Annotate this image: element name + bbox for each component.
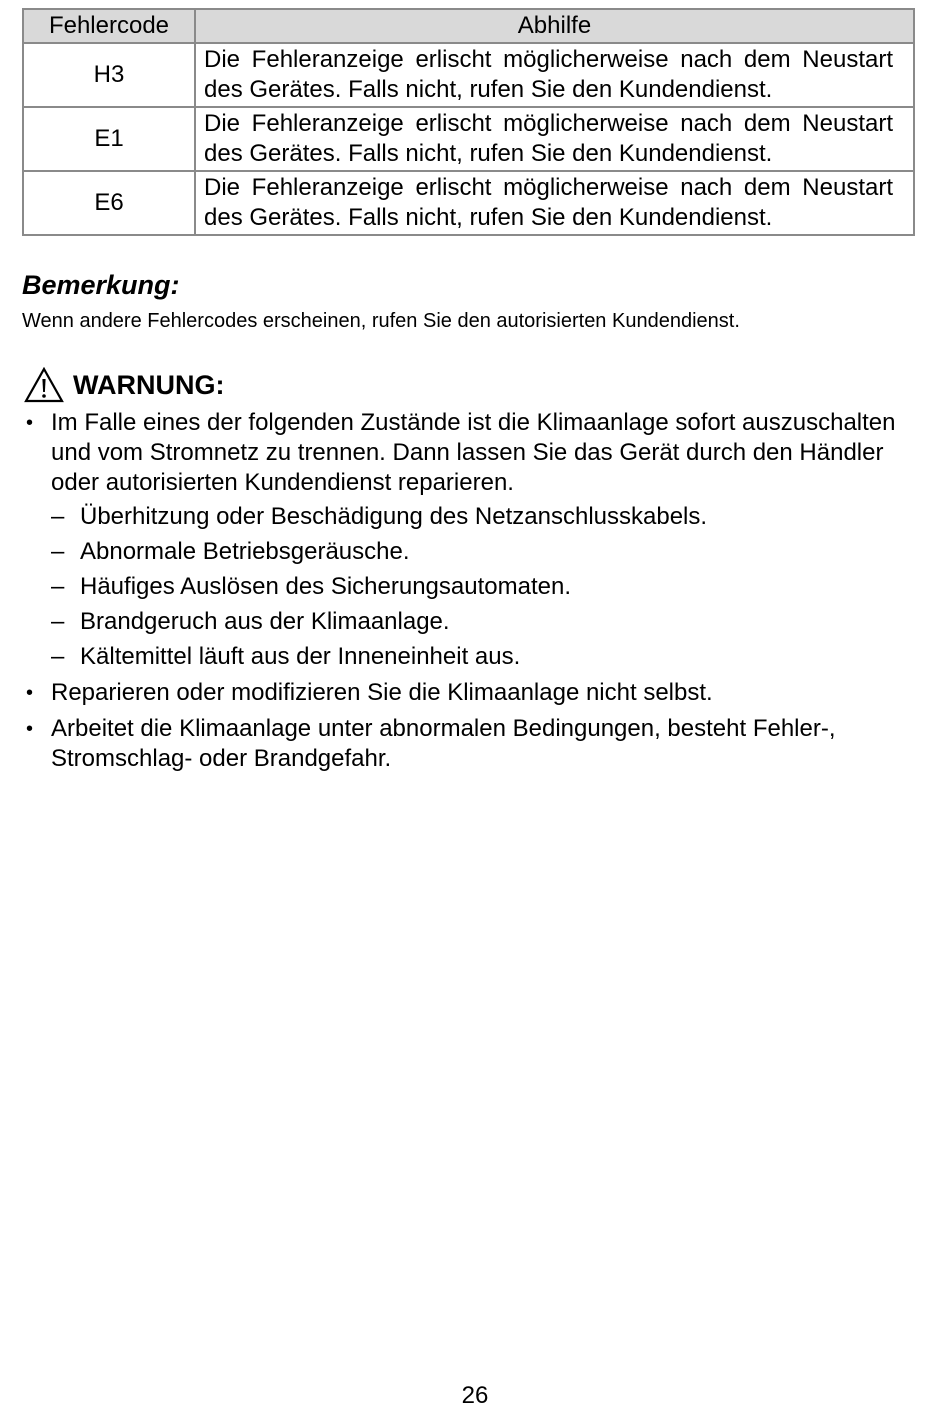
page-number: 26: [461, 1382, 489, 1409]
condition-list: [51, 502, 902, 672]
error-code-cell: E6: [23, 171, 195, 235]
condition-item: – Überhitzung oder Beschädigung des Netzanschlusskabels.: [51, 502, 902, 532]
table-row: [23, 107, 914, 171]
error-code-table: [22, 8, 915, 236]
warning-list: [22, 408, 902, 780]
table-header-row: [23, 9, 914, 43]
condition-item: – Abnormale Betriebsgeräusche.: [51, 537, 902, 567]
remedy-cell: Die Fehleranzeige erlischt möglicherweise nach dem Neustart des Gerätes. Falls nicht, rufen Sie den Kundendienst.: [195, 171, 914, 235]
remedy-cell: Die Fehleranzeige erlischt möglicherweise nach dem Neustart des Gerätes. Falls nicht, rufen Sie den Kundendienst.: [195, 43, 914, 107]
warning-list-item: [22, 714, 902, 774]
warning-item-text: Im Falle eines der folgenden Zustände ist die Klimaanlage sofort auszuschalten und vom Stromnetz zu trennen. Dann lassen Sie das Gerät durch den Händler oder autorisierten Kundendienst reparieren.: [51, 409, 896, 496]
warning-item-text: Reparieren oder modifizieren Sie die Klimaanlage nicht selbst.: [51, 679, 713, 706]
warning-item-text: Arbeitet die Klimaanlage unter abnormalen Bedingungen, besteht Fehler-, Stromschlag- oder Brandgefahr.: [51, 715, 836, 772]
table-row: [23, 171, 914, 235]
error-code-cell: E1: [23, 107, 195, 171]
note-text: Wenn andere Fehlercodes erscheinen, rufen Sie den autorisierten Kundendienst.: [22, 310, 740, 332]
warning-list-item: [22, 408, 902, 672]
error-code-cell: H3: [23, 43, 195, 107]
condition-item: – Brandgeruch aus der Klimaanlage.: [51, 607, 902, 637]
warning-header: [24, 365, 224, 405]
warning-triangle-icon: [24, 367, 64, 403]
header-abhilfe: Abhilfe: [195, 9, 914, 43]
remedy-cell: Die Fehleranzeige erlischt möglicherweise nach dem Neustart des Gerätes. Falls nicht, rufen Sie den Kundendienst.: [195, 107, 914, 171]
table-row: [23, 43, 914, 107]
condition-item: – Kältemittel läuft aus der Inneneinheit aus.: [51, 642, 902, 672]
header-fehlercode: Fehlercode: [23, 9, 195, 43]
warning-title: WARNUNG:: [73, 369, 225, 400]
warning-list-item: [22, 678, 902, 708]
note-heading: Bemerkung:: [22, 270, 180, 300]
condition-item: – Häufiges Auslösen des Sicherungsautomaten.: [51, 572, 902, 602]
